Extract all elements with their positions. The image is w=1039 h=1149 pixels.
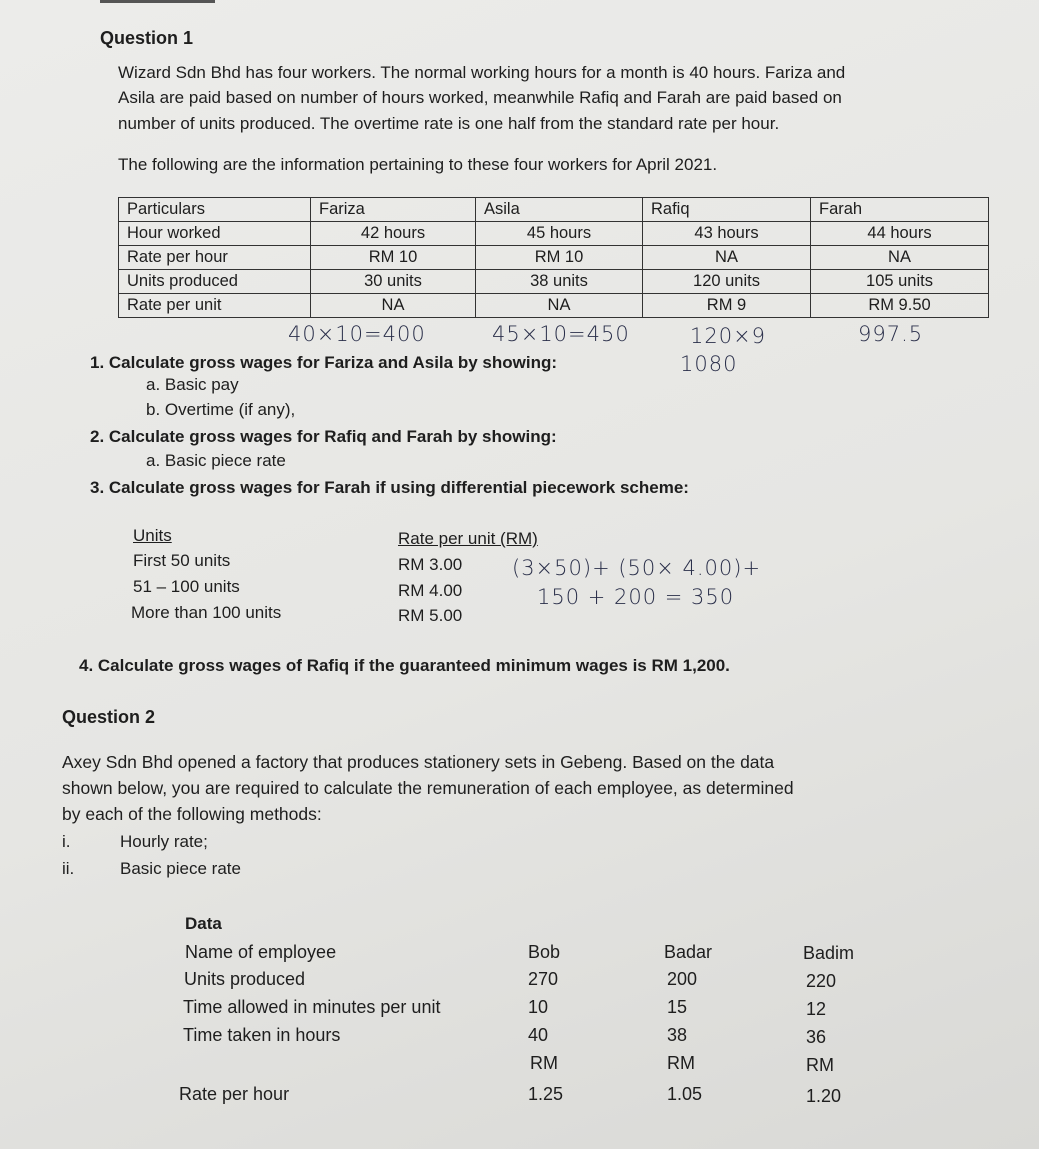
data-label: Rate per hour xyxy=(179,1084,290,1104)
scheme-header-rate: Rate per unit (RM) xyxy=(398,529,538,548)
q1-item-2: 2. Calculate gross wages for Rafiq and Farah by showing: xyxy=(90,427,557,446)
handwritten-working: (3×50)+ (50× 4.00)+ xyxy=(512,556,762,580)
workers-table xyxy=(118,197,989,318)
scheme-rate: RM 3.00 xyxy=(398,555,463,574)
q2-para-line: shown below, you are required to calculate the remuneration of each employee, as determined xyxy=(62,778,794,798)
data-value: Badar xyxy=(664,942,713,962)
handwritten-note: 997.5 xyxy=(858,322,924,346)
data-value: Badim xyxy=(803,943,855,963)
table-cell: Units produced xyxy=(119,270,311,294)
method-number: ii. xyxy=(62,859,75,878)
data-label: Time allowed in minutes per unit xyxy=(183,997,441,1017)
header-cell: Farah xyxy=(811,198,989,222)
q2-para-line: Axey Sdn Bhd opened a factory that produces stationery sets in Gebeng. Based on the data xyxy=(62,752,775,772)
handwritten-note: 40×10=400 xyxy=(288,322,426,346)
data-value: 38 xyxy=(667,1025,688,1045)
table-cell: 45 hours xyxy=(476,222,643,246)
table-row xyxy=(119,294,989,318)
header-cell: Particulars xyxy=(119,198,311,222)
handwritten-note: 45×10=450 xyxy=(492,322,630,346)
data-unit: RM xyxy=(530,1053,558,1073)
q1-item-4: 4. Calculate gross wages of Rafiq if the guaranteed minimum wages is RM 1,200. xyxy=(79,656,730,675)
table-cell: NA xyxy=(476,294,643,318)
header-cell: Fariza xyxy=(311,198,476,222)
q1-para-line: number of units produced. The overtime rate is one half from the standard rate per hour. xyxy=(118,114,780,133)
data-value: 200 xyxy=(667,969,698,989)
table-cell: NA xyxy=(643,246,811,270)
q1-item-1a: a. Basic pay xyxy=(146,375,239,394)
table-cell: 105 units xyxy=(811,270,989,294)
q1-item-2a: a. Basic piece rate xyxy=(146,451,286,470)
question-2-title: Question 2 xyxy=(62,707,156,727)
table-cell: Rate per unit xyxy=(119,294,311,318)
data-title: Data xyxy=(185,914,222,933)
table-cell: RM 9.50 xyxy=(811,294,989,318)
table-cell: RM 10 xyxy=(311,246,476,270)
data-value: 12 xyxy=(806,999,827,1019)
table-header-row xyxy=(119,198,989,222)
table-row xyxy=(119,270,989,294)
data-value: 1.20 xyxy=(806,1086,842,1106)
data-value: 1.05 xyxy=(667,1084,703,1104)
table-cell: 42 hours xyxy=(311,222,476,246)
scheme-rate: RM 4.00 xyxy=(398,581,463,600)
table-row xyxy=(119,222,989,246)
table-cell: NA xyxy=(811,246,989,270)
table-row xyxy=(119,246,989,270)
table-cell: Hour worked xyxy=(119,222,311,246)
scheme-units: 51 – 100 units xyxy=(133,577,240,596)
question-1-title: Question 1 xyxy=(100,28,194,48)
method-number: i. xyxy=(62,832,71,851)
q1-item-3: 3. Calculate gross wages for Farah if using differential piecework scheme: xyxy=(90,478,689,497)
data-label: Time taken in hours xyxy=(183,1025,341,1045)
scheme-header-units: Units xyxy=(133,526,172,545)
cut-off-heading xyxy=(100,0,215,3)
table-cell: RM 10 xyxy=(476,246,643,270)
data-label: Units produced xyxy=(184,969,306,989)
data-value: 40 xyxy=(528,1025,549,1045)
table-cell: NA xyxy=(311,294,476,318)
scheme-rate: RM 5.00 xyxy=(398,606,463,625)
handwritten-note: 1080 xyxy=(680,352,738,376)
table-cell: RM 9 xyxy=(643,294,811,318)
q1-item-1b: b. Overtime (if any), xyxy=(146,400,296,419)
scheme-units: More than 100 units xyxy=(131,603,282,622)
handwritten-note: 120×9 xyxy=(690,324,767,348)
table-cell: 120 units xyxy=(643,270,811,294)
table-cell: 38 units xyxy=(476,270,643,294)
data-unit: RM xyxy=(806,1055,834,1075)
data-value: Bob xyxy=(528,942,561,962)
q1-para-line: Wizard Sdn Bhd has four workers. The normal working hours for a month is 40 hours. Fariza and xyxy=(118,63,846,82)
table-cell: 30 units xyxy=(311,270,476,294)
data-value: 36 xyxy=(806,1027,827,1047)
q1-intro: The following are the information pertaining to these four workers for April 2021. xyxy=(118,155,718,174)
data-unit: RM xyxy=(667,1053,695,1073)
data-value: 1.25 xyxy=(528,1084,564,1104)
data-value: 270 xyxy=(528,969,559,989)
table-cell: 43 hours xyxy=(643,222,811,246)
header-cell: Rafiq xyxy=(643,198,811,222)
data-value: 220 xyxy=(806,971,837,991)
scheme-units: First 50 units xyxy=(133,551,231,570)
method-label: Hourly rate; xyxy=(120,832,208,851)
table-cell: Rate per hour xyxy=(119,246,311,270)
q1-para-line: Asila are paid based on number of hours worked, meanwhile Rafiq and Farah are paid based on xyxy=(118,88,842,107)
data-value: 15 xyxy=(667,997,688,1017)
method-label: Basic piece rate xyxy=(120,859,241,878)
table-cell: 44 hours xyxy=(811,222,989,246)
data-value: 10 xyxy=(528,997,549,1017)
q1-item-1: 1. Calculate gross wages for Fariza and Asila by showing: xyxy=(90,353,557,372)
q2-para-line: by each of the following methods: xyxy=(62,804,322,824)
handwritten-working: 150 + 200 = 350 xyxy=(537,585,735,609)
header-cell: Asila xyxy=(476,198,643,222)
data-label: Name of employee xyxy=(185,942,337,962)
